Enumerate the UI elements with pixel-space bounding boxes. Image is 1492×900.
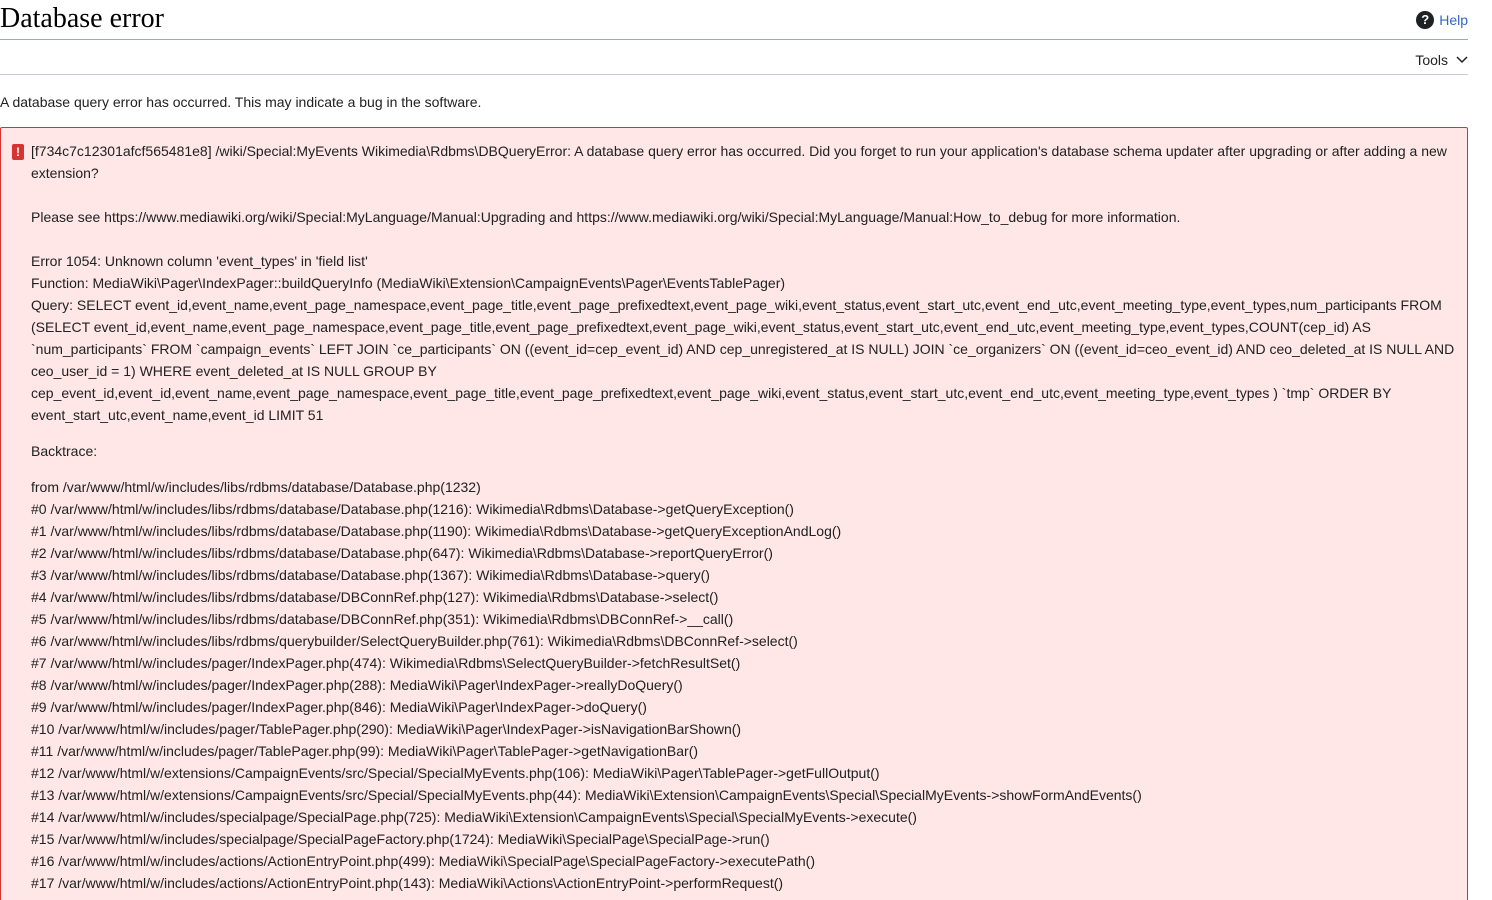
page-title: Database error (0, 3, 165, 34)
backtrace-line: #16 /var/www/html/w/includes/actions/ActionEntryPoint.php(499): MediaWiki\SpecialPage\SpecialPageFactory->executePath() (31, 853, 815, 869)
backtrace-line: #13 /var/www/html/w/extensions/CampaignEvents/src/Special/SpecialMyEvents.php(44): MediaWiki\Extension\CampaignEvents\Special\SpecialMyEvents->showFormAndEvents() (31, 787, 1142, 803)
backtrace-line: #8 /var/www/html/w/includes/pager/IndexPager.php(288): MediaWiki\Pager\IndexPager->reallyDoQuery() (31, 677, 683, 693)
backtrace-line: #1 /var/www/html/w/includes/libs/rdbms/database/Database.php(1190): Wikimedia\Rdbms\Database->getQueryExceptionAndLog() (31, 523, 842, 539)
backtrace-line: #9 /var/www/html/w/includes/pager/IndexPager.php(846): MediaWiki\Pager\IndexPager->doQuery() (31, 699, 647, 715)
backtrace-line: #5 /var/www/html/w/includes/libs/rdbms/database/DBConnRef.php(351): Wikimedia\Rdbms\DBConnRef->__call() (31, 611, 734, 627)
error-message: [f734c7c12301afcf565481e8] /wiki/Special:MyEvents Wikimedia\Rdbms\DBQueryError: A database query error has occurred. Did you forget to run your application's database schema updater after upgrading or after adding a new extension? (31, 143, 1447, 181)
spacer (31, 228, 1459, 250)
backtrace-line: #0 /var/www/html/w/includes/libs/rdbms/database/Database.php(1216): Wikimedia\Rdbms\Database->getQueryException() (31, 501, 794, 517)
backtrace-line: #2 /var/www/html/w/includes/libs/rdbms/database/Database.php(647): Wikimedia\Rdbms\Database->reportQueryError() (31, 545, 773, 561)
help-link[interactable] (1416, 11, 1468, 29)
backtrace-line: #4 /var/www/html/w/includes/libs/rdbms/database/DBConnRef.php(127): Wikimedia\Rdbms\Database->select() (31, 589, 719, 605)
error-function: Function: MediaWiki\Pager\IndexPager::buildQueryInfo (MediaWiki\Extension\CampaignEvents\Pager\EventsTablePager) (31, 275, 786, 291)
help-icon[interactable]: ? (1416, 11, 1434, 29)
backtrace-line: #6 /var/www/html/w/includes/libs/rdbms/querybuilder/SelectQueryBuilder.php(761): Wikimedia\Rdbms\DBConnRef->select() (31, 633, 798, 649)
page-header (0, 0, 1468, 40)
backtrace-line: from /var/www/html/w/includes/libs/rdbms/database/Database.php(1232) (31, 479, 481, 495)
backtrace-line: #14 /var/www/html/w/includes/specialpage/SpecialPage.php(725): MediaWiki\Extension\CampaignEvents\Special\SpecialMyEvents->execute() (31, 809, 917, 825)
tools-label[interactable]: Tools (1415, 52, 1448, 68)
backtrace-line: #10 /var/www/html/w/includes/pager/TablePager.php(290): MediaWiki\Pager\IndexPager->isNavigationBarShown() (31, 721, 742, 737)
error-help-links: Please see https://www.mediawiki.org/wiki/Special:MyLanguage/Manual:Upgrading and https://www.mediawiki.org/wiki/Special:MyLanguage/Manual:How_to_debug for more information. (31, 209, 1181, 225)
error-intro: A database query error has occurred. This may indicate a bug in the software. (0, 94, 482, 110)
backtrace-line: #7 /var/www/html/w/includes/pager/IndexPager.php(474): Wikimedia\Rdbms\SelectQueryBuilder->fetchResultSet() (31, 655, 741, 671)
error-message-box (0, 127, 1468, 900)
backtrace-line: #3 /var/www/html/w/includes/libs/rdbms/database/Database.php(1367): Wikimedia\Rdbms\Database->query() (31, 567, 710, 583)
error-details (31, 140, 1459, 894)
error-query: Query: SELECT event_id,event_name,event_page_namespace,event_page_title,event_page_prefixedtext,event_page_wiki,event_status,event_start_utc,event_end_utc,event_meeting_type,event_types,num_participants FROM (SELECT event_id,event_name,event_page_namespace,event_page_title,event_page_prefixedtext,event_page_wiki,event_status,event_start_utc,event_end_utc,event_meeting_type,event_types,COUNT(cep_id) AS `num_participants` FROM `campaign_events` LEFT JOIN `ce_participants` ON ((event_id=cep_event_id) AND cep_unregistered_at IS NULL) JOIN `ce_organizers` ON ((event_id=ceo_event_id) AND ceo_deleted_at IS NULL AND ceo_user_id = 1) WHERE event_deleted_at IS NULL GROUP BY cep_event_id,event_id,event_name,event_page_namespace,event_page_title,event_page_prefixedtext,event_page_wiki,event_status,event_start_utc,event_end_utc,event_meeting_type,event_types ) `tmp` ORDER BY event_start_utc,event_name,event_id LIMIT 51 (31, 297, 1455, 423)
backtrace-line: #12 /var/www/html/w/extensions/CampaignEvents/src/Special/SpecialMyEvents.php(106): MediaWiki\Pager\TablePager->getFullOutput() (31, 765, 880, 781)
chevron-down-icon[interactable] (1456, 56, 1468, 64)
backtrace-list (31, 476, 1459, 894)
backtrace-heading: Backtrace: (31, 443, 98, 459)
tools-menu-button[interactable] (1415, 52, 1468, 68)
backtrace-line: #17 /var/www/html/w/includes/actions/ActionEntryPoint.php(143): MediaWiki\Actions\ActionEntryPoint->performRequest() (31, 875, 784, 891)
spacer (31, 184, 1459, 206)
help-label[interactable]: Help (1439, 12, 1468, 28)
backtrace-line: #15 /var/www/html/w/includes/specialpage/SpecialPageFactory.php(1724): MediaWiki\SpecialPage\SpecialPage->run() (31, 831, 770, 847)
error-icon: ! (12, 144, 24, 160)
backtrace-line: #11 /var/www/html/w/includes/pager/TablePager.php(99): MediaWiki\Pager\TablePager->getNavigationBar() (31, 743, 699, 759)
error-code: Error 1054: Unknown column 'event_types' in 'field list' (31, 253, 368, 269)
page-toolbar (0, 40, 1468, 75)
